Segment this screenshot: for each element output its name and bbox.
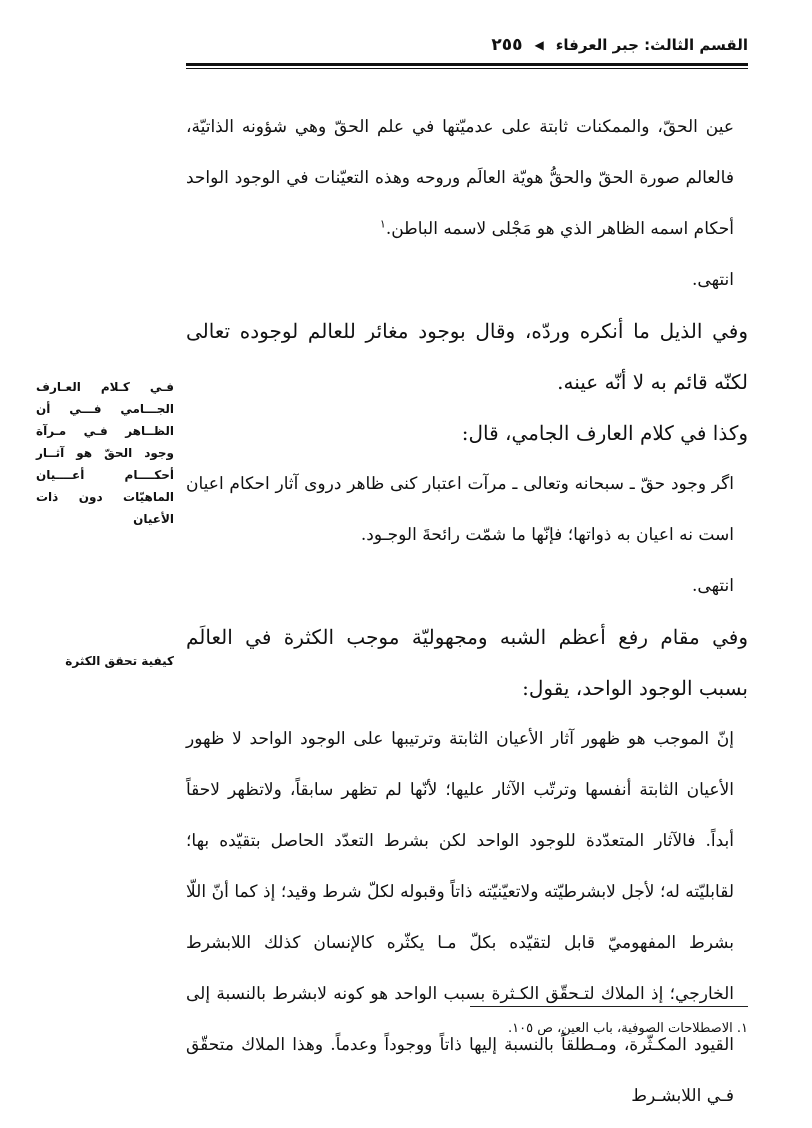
section-title: القسم الثالث: جبر العرفاء <box>555 36 748 54</box>
footnote: ١. الاصطلاحات الصوفية، باب العين، ص ١٠٥. <box>508 1021 748 1036</box>
margin-note-multiplicity: كيفية تحقق الكثرة <box>65 654 174 668</box>
body-text <box>186 102 748 1122</box>
header-rule-thick <box>186 63 748 66</box>
running-header <box>186 28 748 62</box>
page-number: ٢٥٥ <box>491 35 523 55</box>
quote-paragraph: اگر وجود حقّ ـ سبحانه وتعالى ـ مرآت اعتبار كنى ظاهر دروى آثار احكام اعيان است نه اعيان به ذواتها؛ فإنّها ما شمّت رائحةَ الوجـود. <box>186 474 734 545</box>
header-rule-thin <box>186 68 748 69</box>
quote-end: انتهى. <box>692 270 734 290</box>
margin-note-jami: فـي كـلام العـارف الجـــامي فـــي أن الظــاهر فـي مـرآة وجود الحقّ هو آثــار أحكــــام أعــــيان الماهيّات دون ذات الأعيان <box>36 380 174 526</box>
quote-paragraph: إنّ الموجب هو ظهور آثار الأعيان الثابتة وترتيبها على الوجود الواحد لا ظهور الأعيان الثابتة أنفسها وترتّب الآثار عليها؛ لأنّها لم تظهر سابقاً، ولاتظهر لاحقاً أبداً. فالآثار المتعدّدة للوجود الواحد لكن بشرط التعدّد الحاصل بتقيّده بها؛ لقابليّته له؛ لأجل لابشرطيّته ولاتعيّنيّته ذاتاً وقبوله لكلّ شرط وقيد؛ إذ كما أنّ اللّا بشرط المفهوميّ قابل لتقيّده بكلّ مـا يكثّره كالإنسان كذلك اللابشرط الخارجي؛ إذ الملاك لتـحقّق الكـثرة بسبب الواحد هو كونه لابشرط بالنسبة إلى القيود المكـثّرة، ومـطلقاً بالنسبة إليها ذاتاً ووجوداً وعدماً. وهذا الملاك متحقّق فـي اللابشـرط <box>186 729 734 1106</box>
main-paragraph: وكذا في كلام العارف الجامي، قال: <box>461 421 748 445</box>
main-paragraph: وفي مقام رفع أعظم الشبه ومجهوليّة موجب الكثرة في العالَم بسبب الوجود الواحد، يقول: <box>186 625 748 700</box>
main-paragraph: وفي الذيل ما أنكره وردّه، وقال بوجود مغائر للعالم لوجوده تعالى لكنّه قائم به لا أنّه عينه. <box>186 319 748 394</box>
arrow-left-icon: ◀ <box>534 38 544 52</box>
footnote-ref: ١ <box>379 217 386 231</box>
footnote-rule <box>470 1006 748 1007</box>
quote-end: انتهى. <box>692 576 734 596</box>
quote-paragraph: عين الحقّ، والممكنات ثابتة على عدميّتها في علم الحقّ وهي شؤونه الذاتيّة، فالعالم صورة الحقّ والحقُّ هويّة العالَم وروحه وهذه التعيّنات في الوجود الواحد أحكام اسمه الظاهر الذي هو مَجْلى لاسمه الباطن.$^١$ <box>186 117 734 239</box>
